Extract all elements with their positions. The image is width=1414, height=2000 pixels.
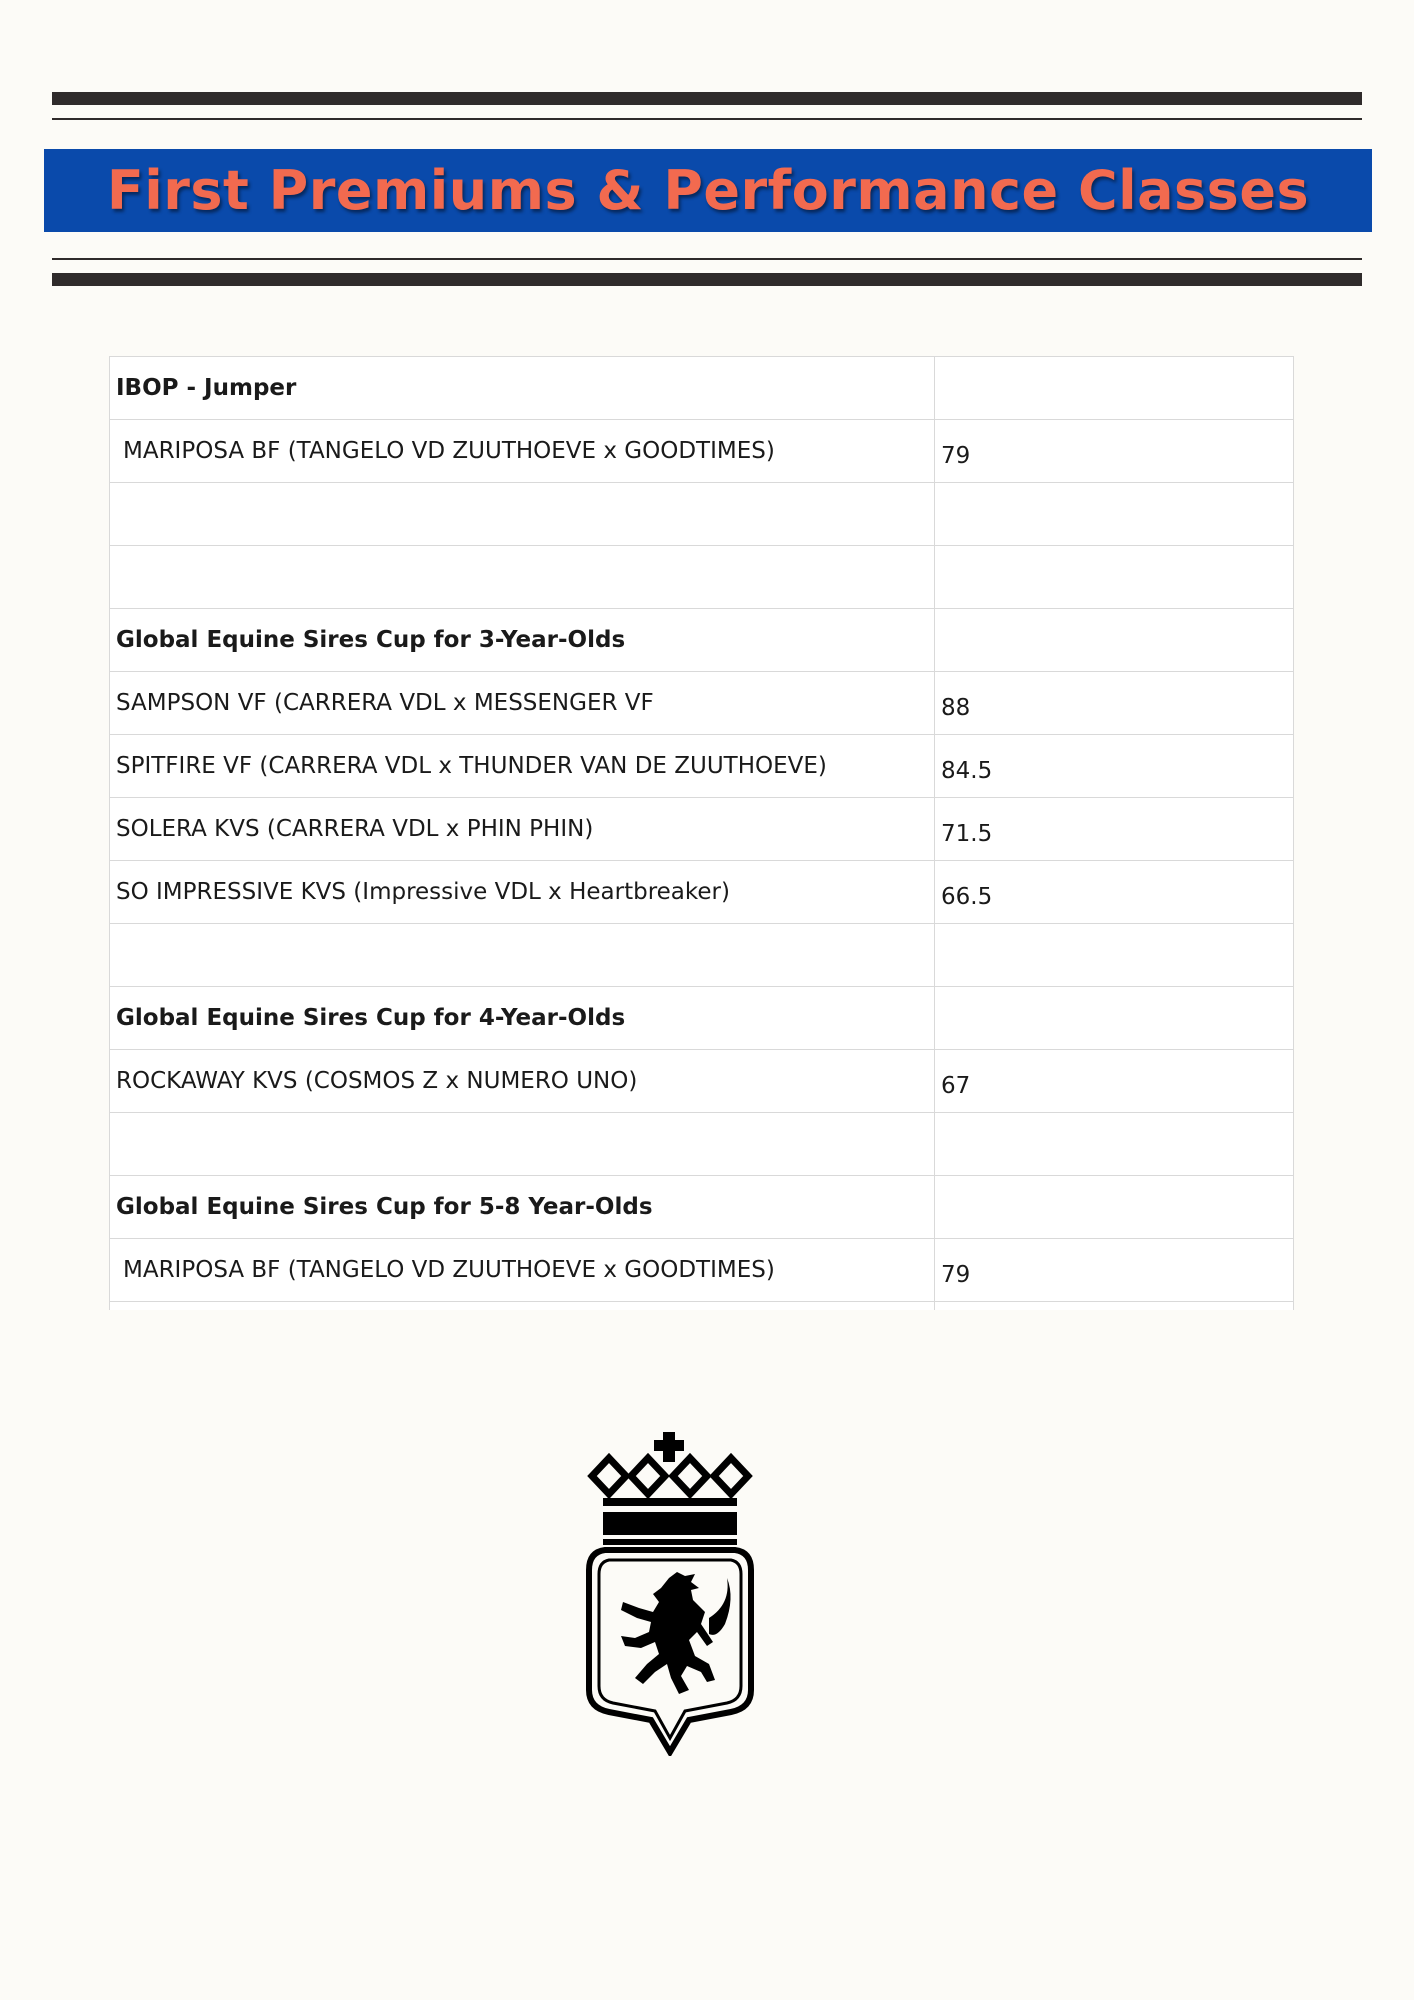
empty-cell: [935, 1302, 1294, 1311]
top-thick-rule: [52, 92, 1362, 105]
table-row: [110, 798, 1294, 861]
table-row: [110, 1113, 1294, 1176]
score-cell: [935, 357, 1294, 420]
score-cell: 88: [935, 672, 1294, 735]
crowned-rampant-lion-shield-icon: [585, 1428, 755, 1756]
table-row: [110, 483, 1294, 546]
horse-name-cell: SOLERA KVS (CARRERA VDL x PHIN PHIN): [110, 798, 935, 861]
score-cell: 67: [935, 1050, 1294, 1113]
empty-cell: [110, 483, 935, 546]
table-row: [110, 609, 1294, 672]
horse-name-cell: SPITFIRE VF (CARRERA VDL x THUNDER VAN DE ZUUTHOEVE): [110, 735, 935, 798]
class-heading: Global Equine Sires Cup for 5-8 Year-Olds: [110, 1176, 935, 1239]
horse-name-cell: ROCKAWAY KVS (COSMOS Z x NUMERO UNO): [110, 1050, 935, 1113]
empty-cell: [935, 924, 1294, 987]
horse-name-cell: MARIPOSA BF (TANGELO VD ZUUTHOEVE x GOODTIMES): [110, 1239, 935, 1302]
table-row: [110, 672, 1294, 735]
table-row: [110, 357, 1294, 420]
score-cell: [935, 987, 1294, 1050]
empty-cell: [935, 483, 1294, 546]
bottom-thin-rule: [52, 258, 1362, 260]
table-row: [110, 1239, 1294, 1302]
horse-name-cell: MARIPOSA BF (TANGELO VD ZUUTHOEVE x GOODTIMES): [110, 420, 935, 483]
score-cell: 71.5: [935, 798, 1294, 861]
horse-name-cell: SO IMPRESSIVE KVS (Impressive VDL x Heartbreaker): [110, 861, 935, 924]
bottom-thick-rule: [52, 273, 1362, 286]
top-thin-rule: [52, 118, 1362, 120]
empty-cell: [935, 546, 1294, 609]
table-row: [110, 924, 1294, 987]
empty-cell: [110, 546, 935, 609]
empty-cell: [110, 924, 935, 987]
table-row: [110, 1050, 1294, 1113]
empty-cell: [110, 1302, 935, 1311]
class-heading: IBOP - Jumper: [110, 357, 935, 420]
table-row-cut: [110, 1302, 1294, 1311]
table-row: [110, 1176, 1294, 1239]
table-row: [110, 987, 1294, 1050]
score-cell: 84.5: [935, 735, 1294, 798]
page-title: First Premiums & Performance Classes: [106, 159, 1310, 222]
table-row: [110, 861, 1294, 924]
title-banner: [44, 149, 1372, 232]
empty-cell: [935, 1113, 1294, 1176]
table-row: [110, 735, 1294, 798]
empty-cell: [110, 1113, 935, 1176]
class-heading: Global Equine Sires Cup for 3-Year-Olds: [110, 609, 935, 672]
score-cell: 79: [935, 420, 1294, 483]
class-heading: Global Equine Sires Cup for 4-Year-Olds: [110, 987, 935, 1050]
score-cell: [935, 1176, 1294, 1239]
table-row: [110, 546, 1294, 609]
results-table: [109, 356, 1294, 1310]
score-cell: [935, 609, 1294, 672]
score-cell: 79: [935, 1239, 1294, 1302]
horse-name-cell: SAMPSON VF (CARRERA VDL x MESSENGER VF: [110, 672, 935, 735]
table-row: [110, 420, 1294, 483]
score-cell: 66.5: [935, 861, 1294, 924]
